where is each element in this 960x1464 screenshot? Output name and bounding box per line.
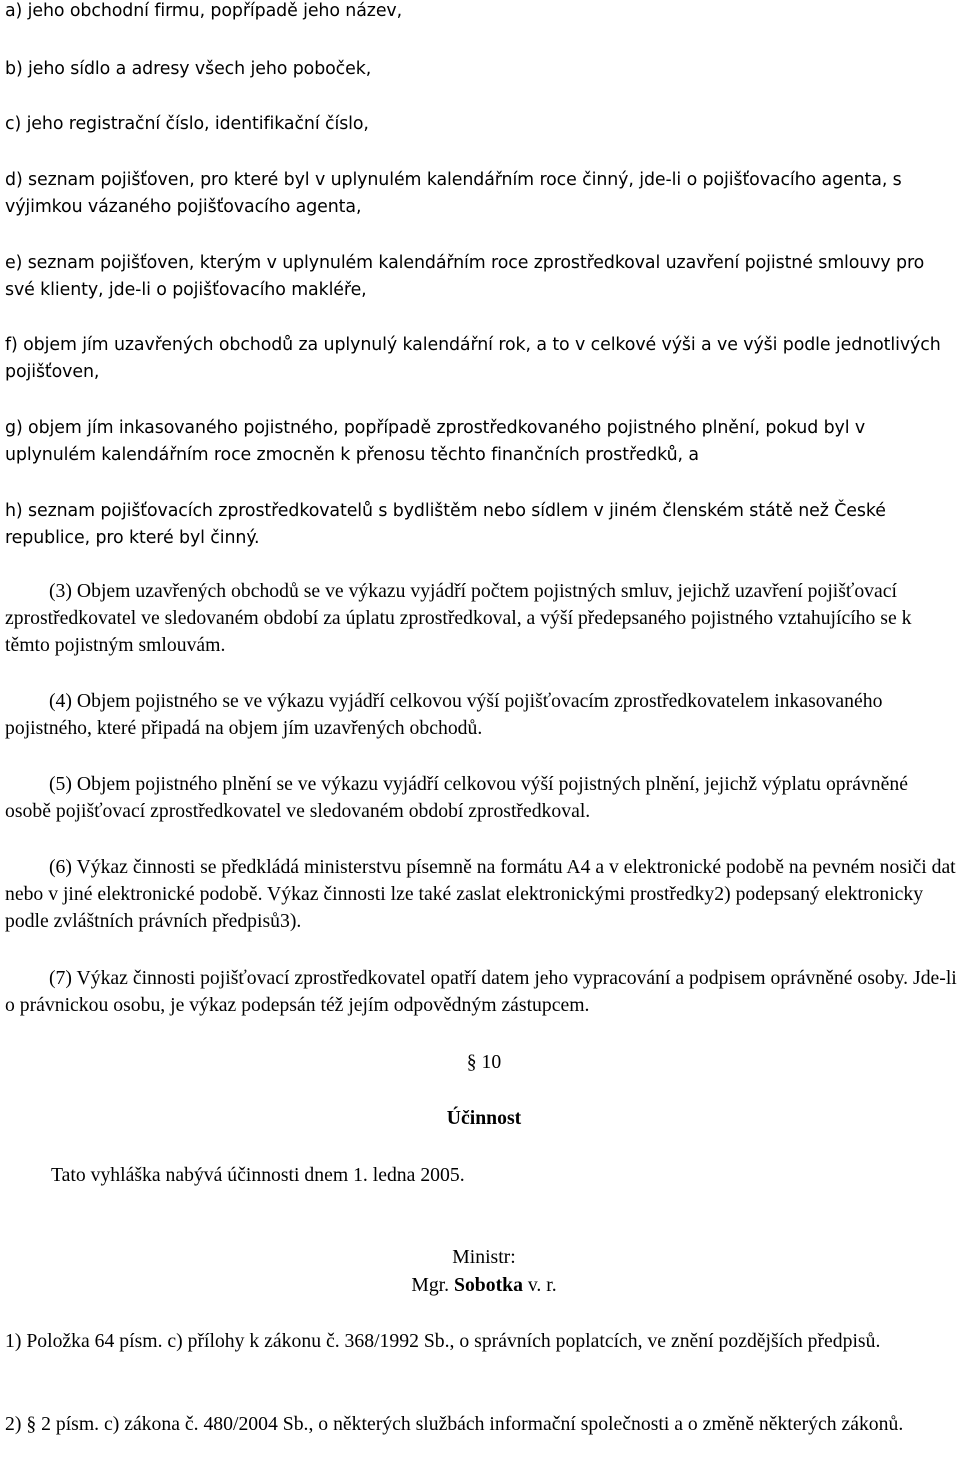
paragraph-3: (3) Objem uzavřených obchodů se ve výkazu vyjádří počtem pojistných smluv, jejichž uzavření pojišťovací zprostředkovatel ve sledovaném období za úplatu zprostředkoval, a výší předepsaného pojistného vztahujícího se k těmto pojistným smlouvám. xyxy=(5,580,912,656)
list-item-h: h) seznam pojišťovacích zprostředkovatelů s bydlištěm nebo sídlem v jiném členském státě než České republice, pro které byl činný. xyxy=(5,501,886,548)
paragraph-7: (7) Výkaz činnosti pojišťovací zprostředkovatel opatří datem jeho vypracování a podpisem oprávněné osoby. Jde-li o právnickou osobu, je výkaz podepsán též jejím odpovědným zástupcem. xyxy=(5,967,957,1016)
paragraph-4: (4) Objem pojistného se ve výkazu vyjádří celkovou výší pojišťovacím zprostředkovatelem inkasovaného pojistného, které připadá na objem jím uzavřených obchodů. xyxy=(5,690,883,739)
list-item-d: d) seznam pojišťoven, pro které byl v uplynulém kalendářním roce činný, jde-li o pojišťovacího agenta, s výjimkou vázaného pojišťovacího agenta, xyxy=(5,170,902,217)
effective-date-text: Tato vyhláška nabývá účinnosti dnem 1. ledna 2005. xyxy=(51,1164,465,1186)
section-number: § 10 xyxy=(466,1051,502,1073)
paragraph-6: (6) Výkaz činnosti se předkládá ministerstvu písemně na formátu A4 a v elektronické podobě na pevném nosiči dat nebo v jiné elektronické podobě. Výkaz činnosti lze také zaslat elektronickými prostředky2) podepsaný elektronicky podle zvláštních právních předpisů3). xyxy=(5,856,956,932)
list-item-e: e) seznam pojišťoven, kterým v uplynulém kalendářním roce zprostředkoval uzavření pojistné smlouvy pro své klienty, jde-li o pojišťovacího makléře, xyxy=(5,253,925,300)
signature-title-prefix: Mgr. xyxy=(411,1274,450,1296)
signature-suffix: v. r. xyxy=(527,1274,557,1296)
signature-name: Sobotka xyxy=(454,1274,523,1296)
paragraph-5: (5) Objem pojistného plnění se ve výkazu vyjádří celkovou výší pojistných plnění, jejichž výplatu oprávněné osobě pojišťovací zprostředkovatel ve sledovaném období zprostředkoval. xyxy=(5,773,908,822)
list-item-a: a) jeho obchodní firmu, popřípadě jeho název, xyxy=(5,1,403,21)
footnote-1: 1) Položka 64 písm. c) přílohy k zákonu č. 368/1992 Sb., o správních poplatcích, ve znění pozdějších předpisů. xyxy=(5,1330,881,1352)
signature-role: Ministr: xyxy=(452,1246,516,1268)
signature-line xyxy=(0,1272,960,1299)
list-item-g: g) objem jím inkasovaného pojistného, popřípadě zprostředkovaného pojistného plnění, pokud byl v uplynulém kalendářním roce zmocněn k přenosu těchto finančních prostředků, a xyxy=(5,418,866,465)
list-item-f: f) objem jím uzavřených obchodů za uplynulý kalendářní rok, a to v celkové výši a ve výši podle jednotlivých pojišťoven, xyxy=(5,335,941,382)
footnote-2: 2) § 2 písm. c) zákona č. 480/2004 Sb., o některých službách informační společnosti a o změně některých zákonů. xyxy=(5,1413,904,1435)
list-item-b: b) jeho sídlo a adresy všech jeho poboček, xyxy=(5,59,372,79)
section-heading: Účinnost xyxy=(446,1107,522,1129)
list-item-c: c) jeho registrační číslo, identifikační číslo, xyxy=(5,114,369,134)
